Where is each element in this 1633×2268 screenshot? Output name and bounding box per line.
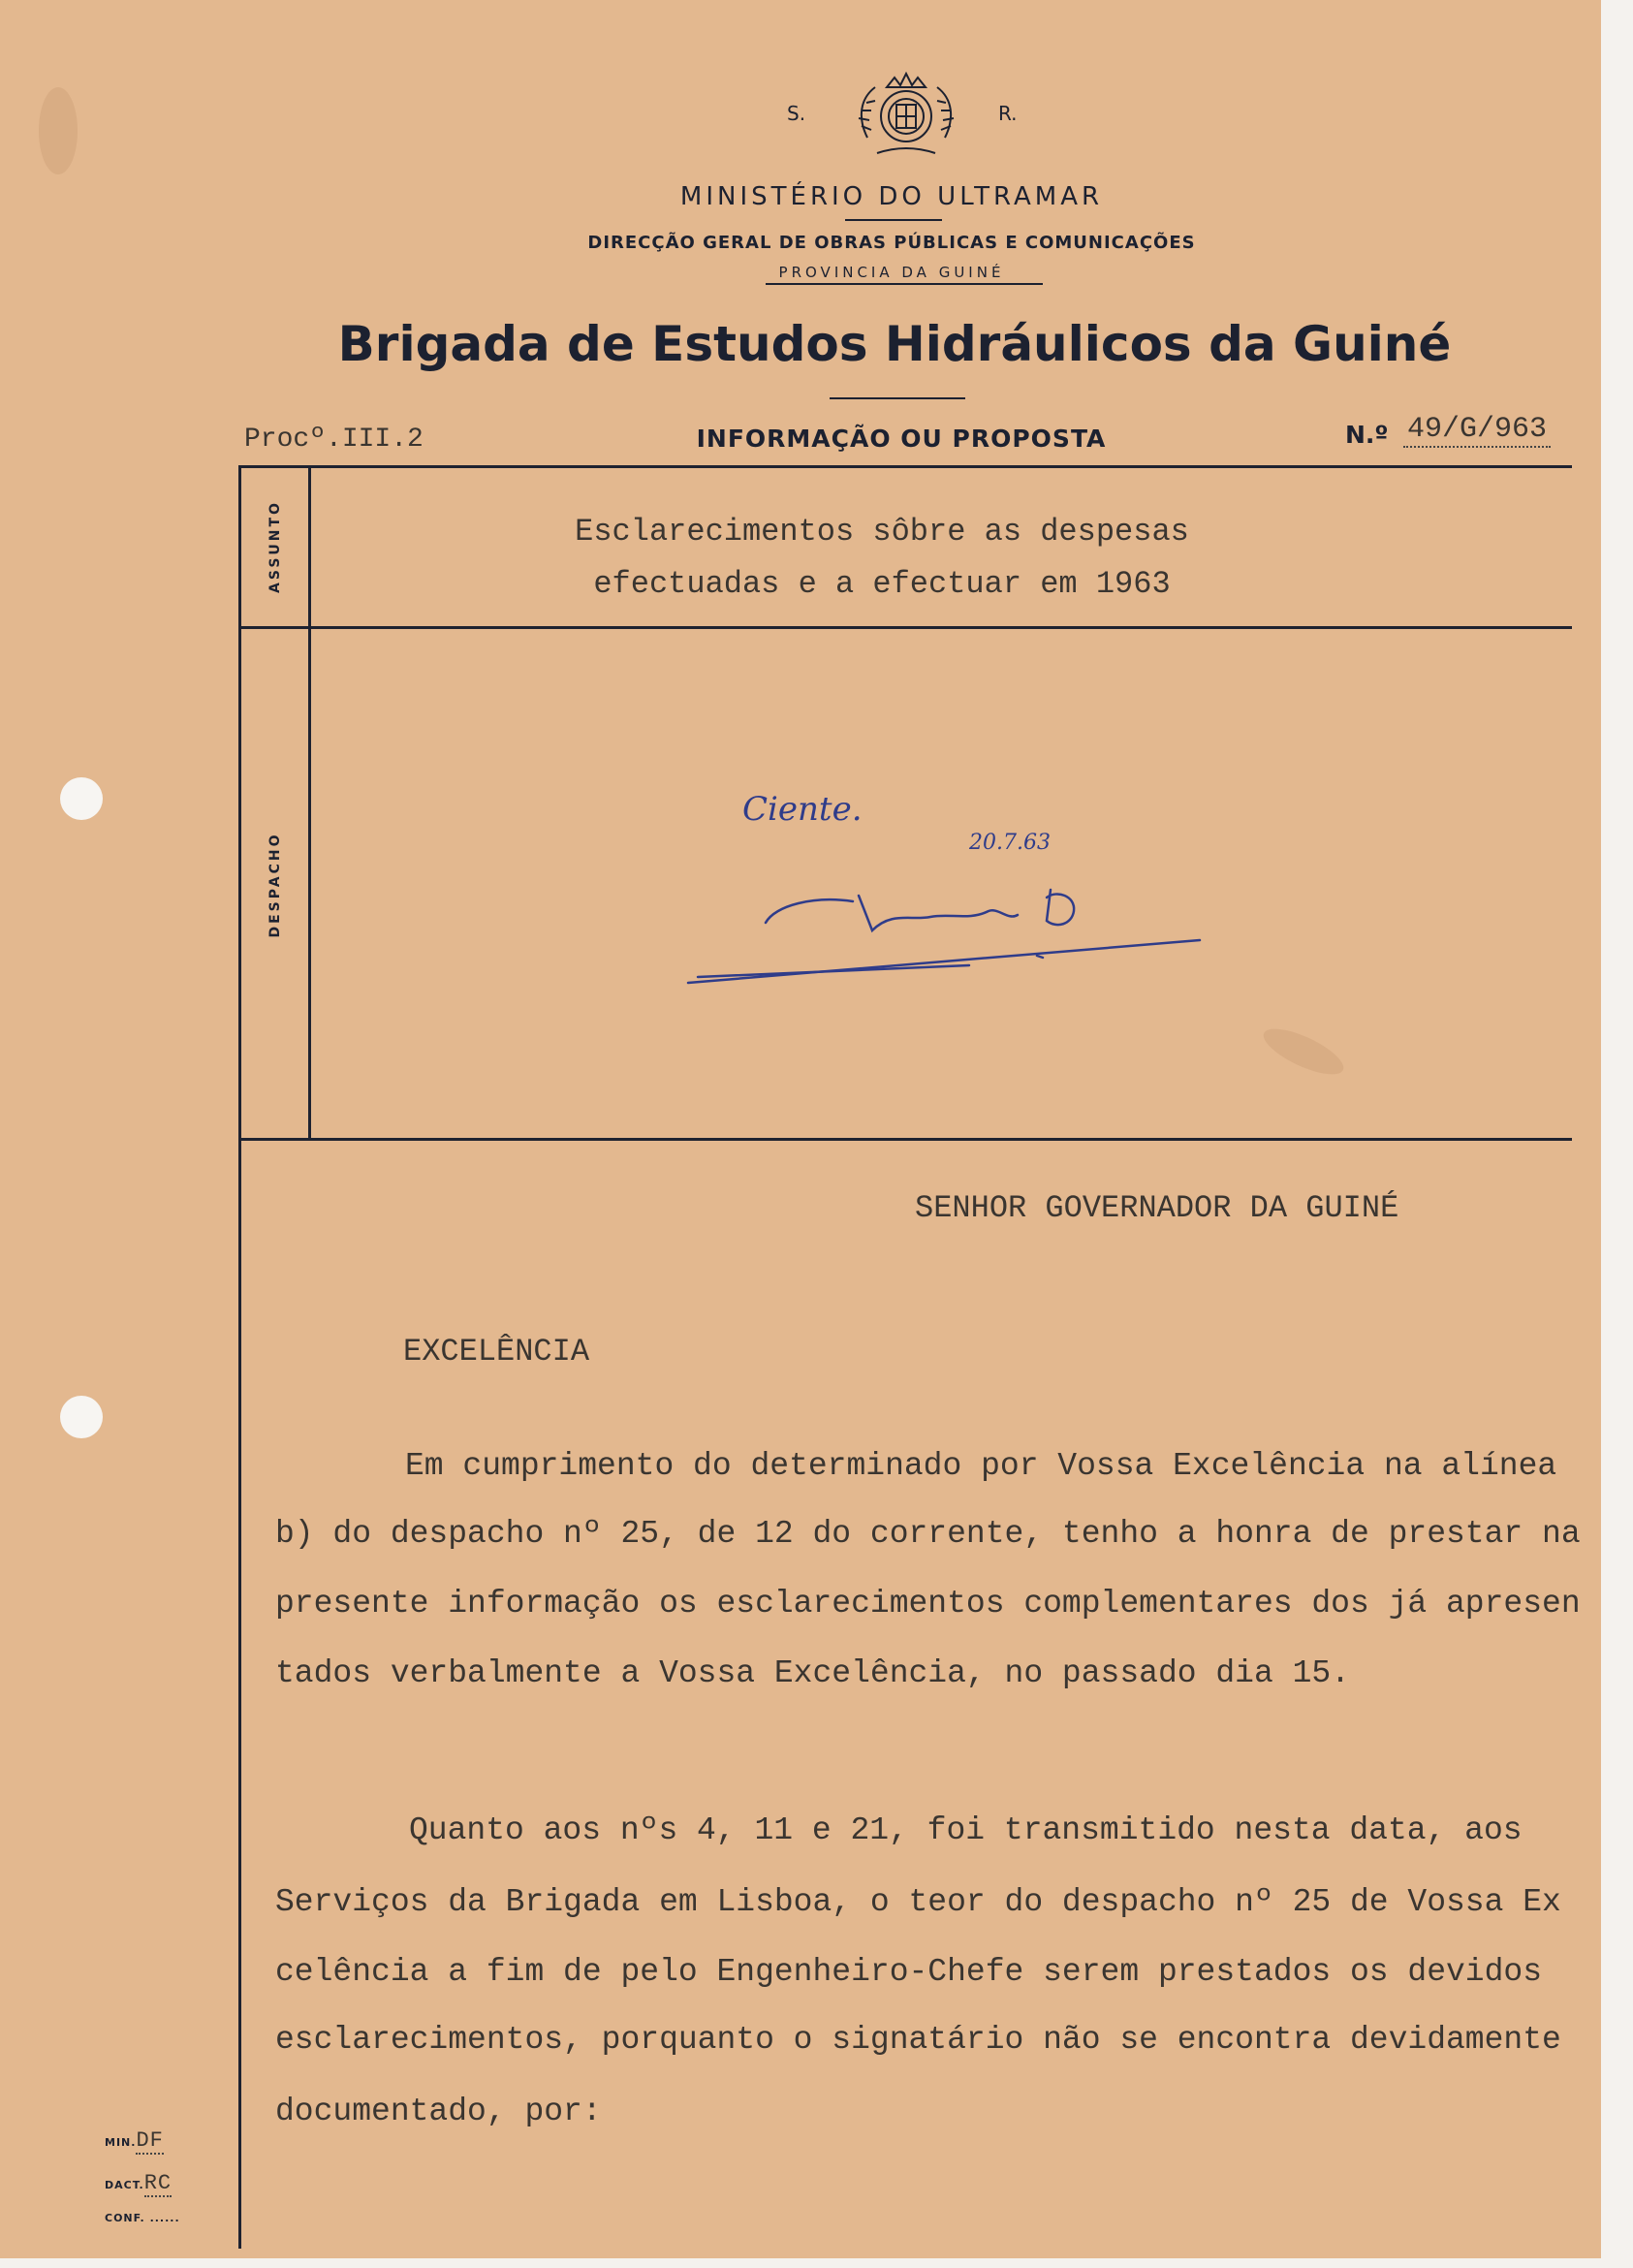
- process-number: Procº.III.2: [244, 425, 424, 455]
- addressee: SENHOR GOVERNADOR DA GUINÉ: [915, 1190, 1399, 1226]
- brigade-title: Brigada de Estudos Hidráulicos da Guiné: [337, 316, 1452, 372]
- subject-line: efectuadas e a efectuar em 1963: [593, 566, 1171, 602]
- minute-initials: [105, 2128, 164, 2153]
- ministry-name: MINISTÉRIO DO ULTRAMAR: [679, 182, 1104, 211]
- min-value: DF: [136, 2128, 164, 2153]
- paragraph-line: tados verbalmente a Vossa Excelência, no passado dia 15.: [275, 1655, 1350, 1691]
- paper-stain: [39, 87, 78, 174]
- divider: [845, 219, 942, 221]
- form-title: INFORMAÇÃO OU PROPOSTA: [696, 425, 1107, 453]
- paragraph-line: Serviços da Brigada em Lisboa, o teor do despacho nº 25 de Vossa Ex: [275, 1884, 1561, 1920]
- subject-label: ASSUNTO: [267, 500, 283, 593]
- paragraph-line: documentado, por:: [275, 2094, 602, 2129]
- coat-of-arms-icon: [848, 70, 964, 163]
- form-border: [238, 465, 241, 2249]
- subject-line: Esclarecimentos sôbre as despesas: [575, 514, 1189, 550]
- typist-initials: [105, 2171, 172, 2195]
- paragraph-line: Quanto aos nºs 4, 11 e 21, foi transmitido nesta data, aos: [409, 1812, 1523, 1848]
- min-label: MIN.: [105, 2136, 137, 2149]
- form-border: [238, 465, 1572, 468]
- crest-left-letter: S.: [787, 102, 806, 125]
- order-label: DESPACHO: [267, 832, 283, 938]
- punch-hole: [60, 1396, 103, 1438]
- form-border: [238, 626, 1572, 629]
- province-name: PROVINCIA DA GUINÉ: [778, 264, 1005, 281]
- paragraph-line: b) do despacho nº 25, de 12 do corrente, tenho a honra de prestar na: [275, 1516, 1581, 1552]
- punch-hole: [60, 777, 103, 820]
- document-number: 49/G/963: [1403, 413, 1551, 448]
- form-border: [238, 1138, 1572, 1141]
- conf-label: CONF.: [105, 2212, 145, 2224]
- conf-value: ......: [149, 2212, 180, 2224]
- paragraph-line: Em cumprimento do determinado por Vossa Excelência na alínea: [405, 1448, 1557, 1484]
- paragraph-line: presente informação os esclarecimentos complementares dos já apresen: [275, 1586, 1581, 1622]
- salutation: EXCELÊNCIA: [403, 1334, 590, 1370]
- paper-stain: [1258, 1020, 1349, 1083]
- handwritten-note: Ciente.: [742, 790, 863, 829]
- checker-initials: [105, 2212, 180, 2224]
- dact-value: RC: [143, 2171, 173, 2195]
- directorate-name: DIRECÇÃO GERAL DE OBRAS PÚBLICAS E COMUNICAÇÕES: [587, 233, 1196, 253]
- divider: [766, 283, 1043, 285]
- number-label: N.º: [1345, 421, 1389, 449]
- dact-label: DACT.: [105, 2179, 144, 2191]
- handwritten-date: 20.7.63: [969, 831, 1051, 855]
- handwritten-signature: [678, 775, 1221, 998]
- paragraph-line: celência a fim de pelo Engenheiro-Chefe serem prestados os devidos: [275, 1954, 1543, 1990]
- divider: [830, 397, 965, 399]
- paragraph-line: esclarecimentos, porquanto o signatário não se encontra devidamente: [275, 2022, 1561, 2058]
- crest-right-letter: R.: [998, 102, 1018, 125]
